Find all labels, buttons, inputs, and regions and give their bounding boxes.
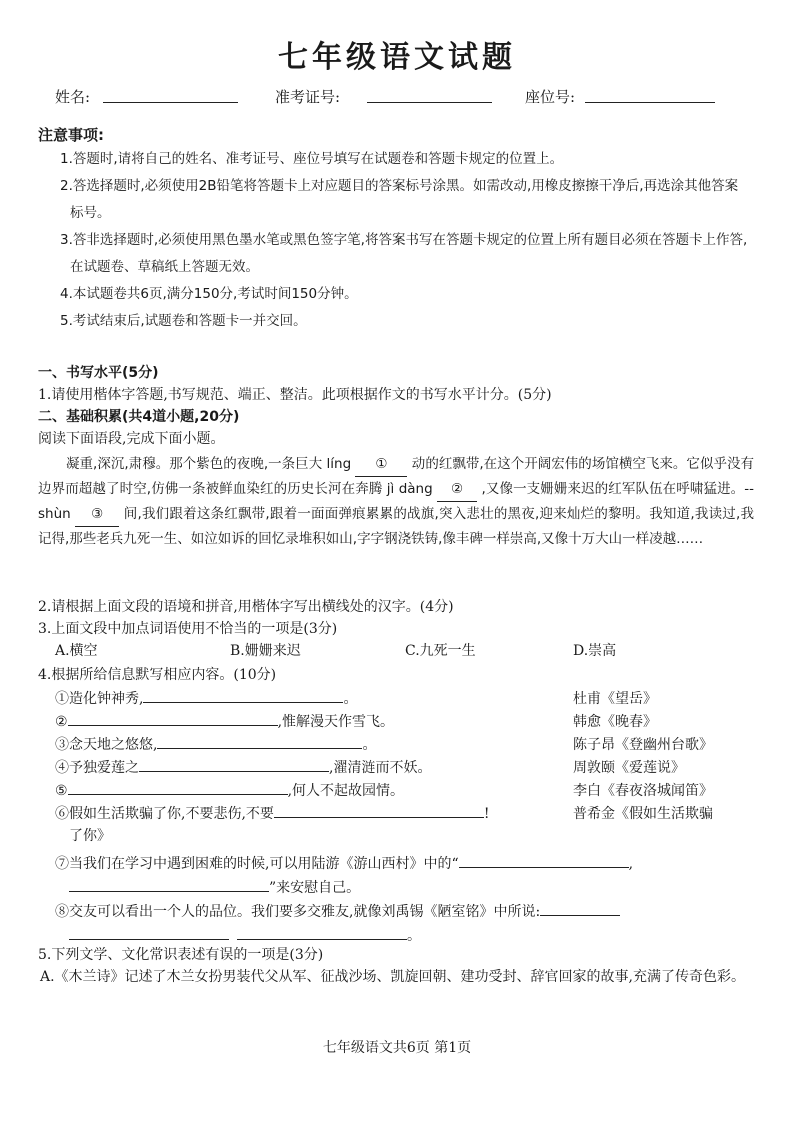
line-source: 陈子昂《登幽州台歌》 bbox=[573, 737, 713, 753]
question-2: 2.请根据上面文段的语境和拼音,用楷体字写出横线处的汉字。(4分) bbox=[38, 599, 454, 615]
line-source: 周敦颐《爱莲说》 bbox=[573, 760, 685, 776]
line-suffix: ,何人不起故园情。 bbox=[287, 783, 405, 799]
seat-field[interactable] bbox=[585, 102, 715, 103]
line-prefix: ⑤ bbox=[55, 783, 68, 799]
line-suffix: ,濯清涟而不妖。 bbox=[329, 760, 432, 776]
recitation-line bbox=[55, 901, 755, 945]
option-a[interactable]: A.横空 bbox=[55, 643, 98, 659]
question-5-stem: 5.下列文学、文化常识表述有误的一项是(3分) bbox=[38, 947, 324, 963]
exam-title: 七年级语文试题 bbox=[278, 40, 516, 75]
section-1 bbox=[38, 362, 754, 450]
answer-blank[interactable] bbox=[274, 817, 484, 818]
passage-text: 动的红飘带,在这个开阔宏伟的场馆横空飞来。它似乎没有边界而超越了时空,仿佛一条被鲜血染红的历史长河在奔腾 bbox=[38, 456, 754, 497]
exam-no-field[interactable] bbox=[367, 102, 492, 103]
question-4-stem: 4.根据所给信息默写相应内容。(10分) bbox=[38, 667, 277, 683]
line-source: 韩愈《晚春》 bbox=[573, 714, 657, 730]
blank-2[interactable]: ② bbox=[437, 477, 477, 502]
notice-list bbox=[60, 146, 750, 335]
line-source: 普希金《假如生活欺骗 bbox=[573, 806, 713, 822]
blank-1[interactable]: ① bbox=[355, 452, 407, 477]
question-3-stem: 3.上面文段中加点词语使用不恰当的一项是(3分) bbox=[38, 621, 338, 637]
line-suffix: ! bbox=[483, 806, 490, 822]
passage bbox=[38, 452, 754, 551]
name-field[interactable] bbox=[103, 102, 238, 103]
line-source-cont: 了你》 bbox=[69, 828, 111, 844]
option-c[interactable]: C.九死一生 bbox=[405, 643, 476, 659]
recitation-line bbox=[55, 853, 755, 897]
notice-item: 4.本试题卷共6页,满分150分,考试时间150分钟。 bbox=[60, 286, 358, 302]
answer-blank[interactable] bbox=[540, 915, 620, 916]
answer-blank[interactable] bbox=[143, 702, 343, 703]
section-1-heading: 一、书写水平(5分) bbox=[38, 365, 159, 381]
name-label: 姓名: bbox=[55, 88, 91, 106]
blank-3[interactable]: ③ bbox=[75, 502, 119, 527]
recitation-line bbox=[55, 711, 755, 733]
pinyin-2: jì dàng bbox=[386, 481, 433, 497]
line-suffix: 。 bbox=[407, 928, 421, 944]
answer-blank[interactable] bbox=[68, 794, 288, 795]
option-d[interactable]: D.崇高 bbox=[573, 643, 617, 659]
answer-blank[interactable] bbox=[157, 748, 362, 749]
answer-blank[interactable] bbox=[69, 939, 229, 940]
option-a[interactable]: A.《木兰诗》记述了木兰女扮男装代父从军、征战沙场、凯旋回朝、建功受封、辞官回家的故事,充满了传奇色彩。 bbox=[40, 969, 746, 985]
recitation-line bbox=[55, 780, 755, 802]
passage-text: ,又像一支姗姗来迟的红军队伍在呼啸猛进。-- shùn bbox=[38, 481, 755, 522]
notice-item: 3.答非选择题时,必须使用黑色墨水笔或黑色签字笔,将答案书写在答题卡规定的位置上所有题目必须在答题卡上作答,在试题卷、草稿纸上答题无效。 bbox=[60, 232, 748, 275]
passage-text: 间,我们跟着这条红飘带,跟着一面面弹痕累累的战旗,突入悲壮的黑夜,迎来灿烂的黎明。我知道,我读过,我记得,那些老兵九死一生、如泣如诉的回忆录堆积如山,字字钢浇铁铸,像丰碑一样崇高,又像十万大山一样凌越…… bbox=[38, 506, 755, 547]
line-suffix: ,惟解漫天作雪飞。 bbox=[277, 714, 395, 730]
line-sep: , bbox=[628, 856, 634, 872]
answer-blank[interactable] bbox=[237, 939, 407, 940]
passage-text: 凝重,深沉,肃穆。那个紫色的夜晚,一条巨大 bbox=[66, 456, 323, 472]
line-suffix: 。 bbox=[362, 737, 377, 753]
line-prefix: ④予独爱莲之 bbox=[55, 760, 139, 776]
answer-blank[interactable] bbox=[139, 771, 329, 772]
question-1: 1.请使用楷体字答题,书写规范、端正、整洁。此项根据作文的书写水平计分。(5分) bbox=[38, 387, 552, 403]
line-suffix: 。 bbox=[343, 691, 358, 707]
pinyin-1: líng bbox=[326, 456, 352, 472]
line-source: 杜甫《望岳》 bbox=[573, 691, 657, 707]
option-b[interactable]: B.姗姗来迟 bbox=[230, 643, 301, 659]
answer-blank[interactable] bbox=[459, 867, 629, 868]
line-prefix: ①造化钟神秀, bbox=[55, 691, 144, 707]
section-2-heading: 二、基础积累(共4道小题,20分) bbox=[38, 409, 240, 425]
seat-label: 座位号: bbox=[525, 88, 576, 106]
passage-intro: 阅读下面语段,完成下面小题。 bbox=[38, 431, 225, 447]
answer-blank[interactable] bbox=[68, 725, 278, 726]
notice-item: 5.考试结束后,试题卷和答题卡一并交回。 bbox=[60, 313, 307, 329]
recitation-line bbox=[55, 688, 755, 710]
line-prefix: ⑦当我们在学习中遇到困难的时候,可以用陆游《游山西村》中的“ bbox=[55, 856, 459, 872]
recitation-line bbox=[55, 803, 755, 847]
page-footer: 七年级语文共6页 第1页 bbox=[322, 1040, 472, 1056]
recitation-line bbox=[55, 757, 755, 779]
exam-no-label: 准考证号: bbox=[275, 88, 341, 106]
line-prefix: ⑥假如生活欺骗了你,不要悲伤,不要 bbox=[55, 806, 274, 822]
line-prefix: ② bbox=[55, 714, 68, 730]
line-prefix: ③念天地之悠悠, bbox=[55, 737, 158, 753]
line-suffix: ”来安慰自己。 bbox=[269, 880, 361, 896]
answer-blank[interactable] bbox=[69, 891, 269, 892]
line-source: 李白《春夜洛城闻笛》 bbox=[573, 783, 713, 799]
notice-item: 2.答选择题时,必须使用2B铅笔将答题卡上对应题目的答案标号涂黑。如需改动,用橡皮擦擦干净后,再选涂其他答案标号。 bbox=[60, 178, 739, 221]
recitation-line bbox=[55, 734, 755, 756]
notice-item: 1.答题时,请将自己的姓名、准考证号、座位号填写在试题卷和答题卡规定的位置上。 bbox=[60, 151, 564, 167]
question-5 bbox=[38, 944, 754, 988]
line-prefix: ⑧交友可以看出一个人的品位。我们要多交雅友,就像刘禹锡《陋室铭》中所说: bbox=[55, 904, 541, 920]
notice-heading: 注意事项: bbox=[38, 126, 104, 144]
